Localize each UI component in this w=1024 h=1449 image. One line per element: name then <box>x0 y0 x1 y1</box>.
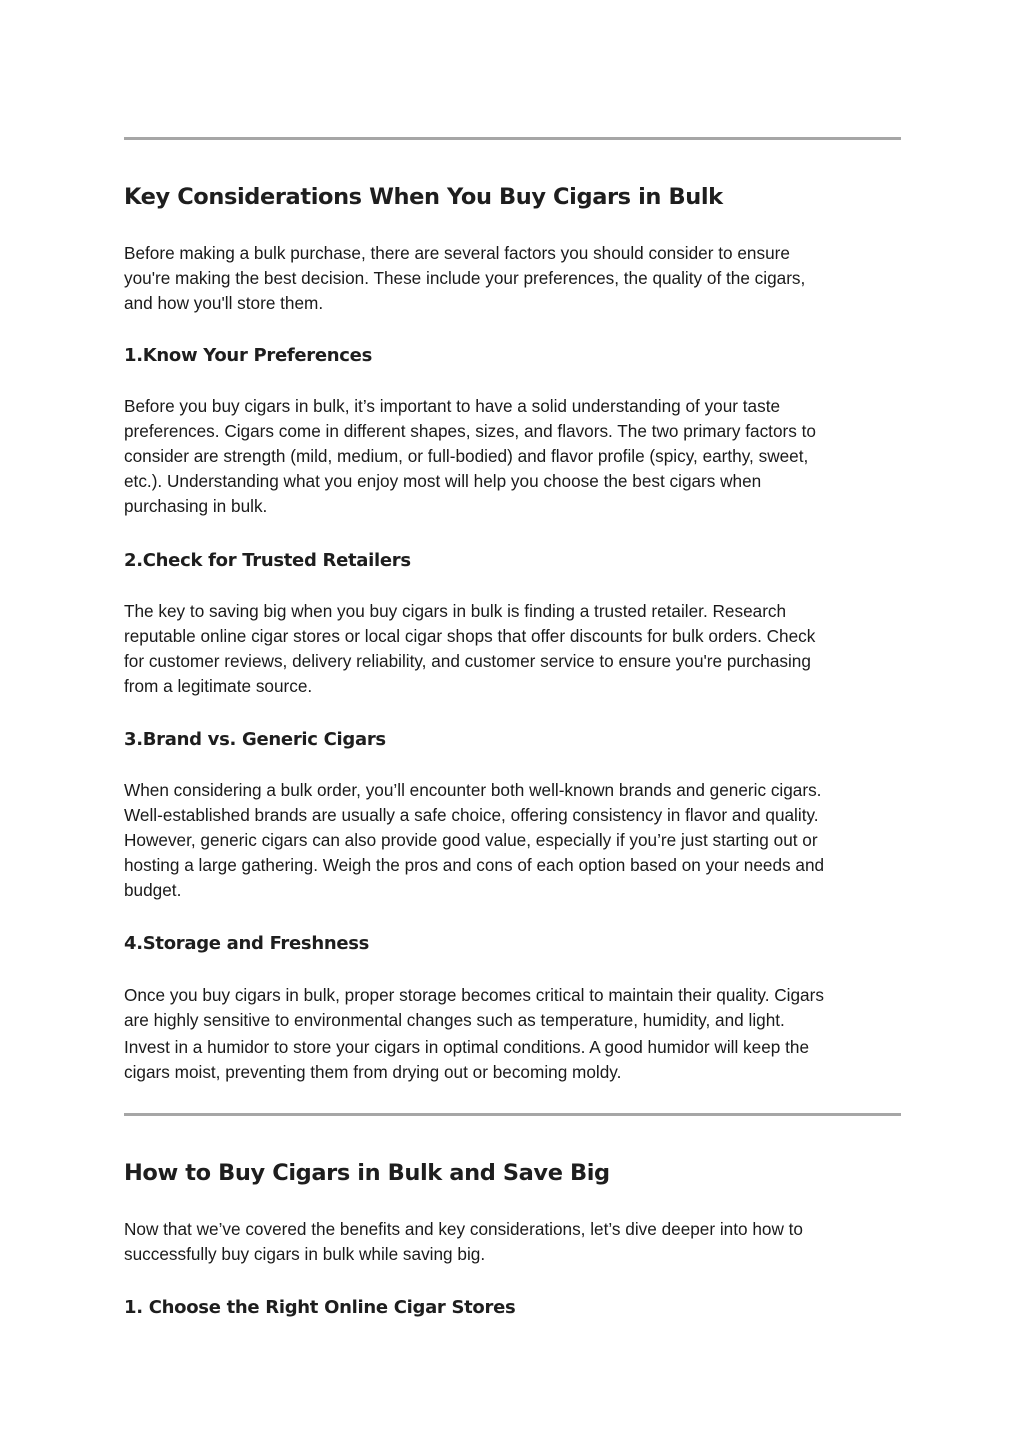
text-line: successfully buy cigars in bulk while saving big. <box>124 1244 486 1264</box>
section-intro <box>124 1217 901 1267</box>
text-line: cigars moist, preventing them from drying out or becoming moldy. <box>124 1062 622 1082</box>
text-line: purchasing in bulk. <box>124 496 268 516</box>
text-line: However, generic cigars can also provide good value, especially if you’re just starting out or <box>124 830 818 850</box>
section-divider <box>124 137 901 140</box>
text-line: are highly sensitive to environmental changes such as temperature, humidity, and light. <box>124 1010 785 1030</box>
subsection-heading: 1.Know Your Preferences <box>124 345 373 366</box>
text-line: from a legitimate source. <box>124 676 313 696</box>
section-intro <box>124 241 901 316</box>
subsection-paragraph <box>124 394 901 519</box>
text-line: Well-established brands are usually a safe choice, offering consistency in flavor and quality. <box>124 805 819 825</box>
section-divider <box>124 1113 901 1116</box>
text-line: and how you'll store them. <box>124 293 324 313</box>
text-line: etc.). Understanding what you enjoy most will help you choose the best cigars when <box>124 471 762 491</box>
subsection-heading: 2.Check for Trusted Retailers <box>124 550 411 571</box>
text-line: preferences. Cigars come in different shapes, sizes, and flavors. The two primary factors to <box>124 421 816 441</box>
text-line: budget. <box>124 880 182 900</box>
text-line: Before making a bulk purchase, there are several factors you should consider to ensure <box>124 243 790 263</box>
text-line: Before you buy cigars in bulk, it’s important to have a solid understanding of your taste <box>124 396 781 416</box>
text-line: for customer reviews, delivery reliability, and customer service to ensure you're purchasing <box>124 651 811 671</box>
subsection-heading: 1. Choose the Right Online Cigar Stores <box>124 1297 516 1318</box>
text-line: you're making the best decision. These include your preferences, the quality of the cigars, <box>124 268 806 288</box>
text-line: reputable online cigar stores or local cigar shops that offer discounts for bulk orders. Check <box>124 626 816 646</box>
text-line: When considering a bulk order, you’ll encounter both well-known brands and generic cigars. <box>124 780 822 800</box>
text-line: hosting a large gathering. Weigh the pros and cons of each option based on your needs and <box>124 855 825 875</box>
text-line: Now that we’ve covered the benefits and key considerations, let’s dive deeper into how to <box>124 1219 803 1239</box>
text-line: consider are strength (mild, medium, or full-bodied) and flavor profile (spicy, earthy, sweet, <box>124 446 809 466</box>
subsection-paragraph <box>124 778 901 903</box>
subsection-heading: 3.Brand vs. Generic Cigars <box>124 729 386 750</box>
section-title: Key Considerations When You Buy Cigars in Bulk <box>124 184 723 210</box>
subsection-paragraph <box>124 599 901 699</box>
subsection-paragraph <box>124 983 901 1085</box>
subsection-heading: 4.Storage and Freshness <box>124 933 370 954</box>
text-line: Once you buy cigars in bulk, proper storage becomes critical to maintain their quality. Cigars <box>124 985 824 1005</box>
section-title: How to Buy Cigars in Bulk and Save Big <box>124 1160 610 1186</box>
text-line: Invest in a humidor to store your cigars in optimal conditions. A good humidor will keep the <box>124 1037 809 1057</box>
text-line: The key to saving big when you buy cigars in bulk is finding a trusted retailer. Research <box>124 601 787 621</box>
